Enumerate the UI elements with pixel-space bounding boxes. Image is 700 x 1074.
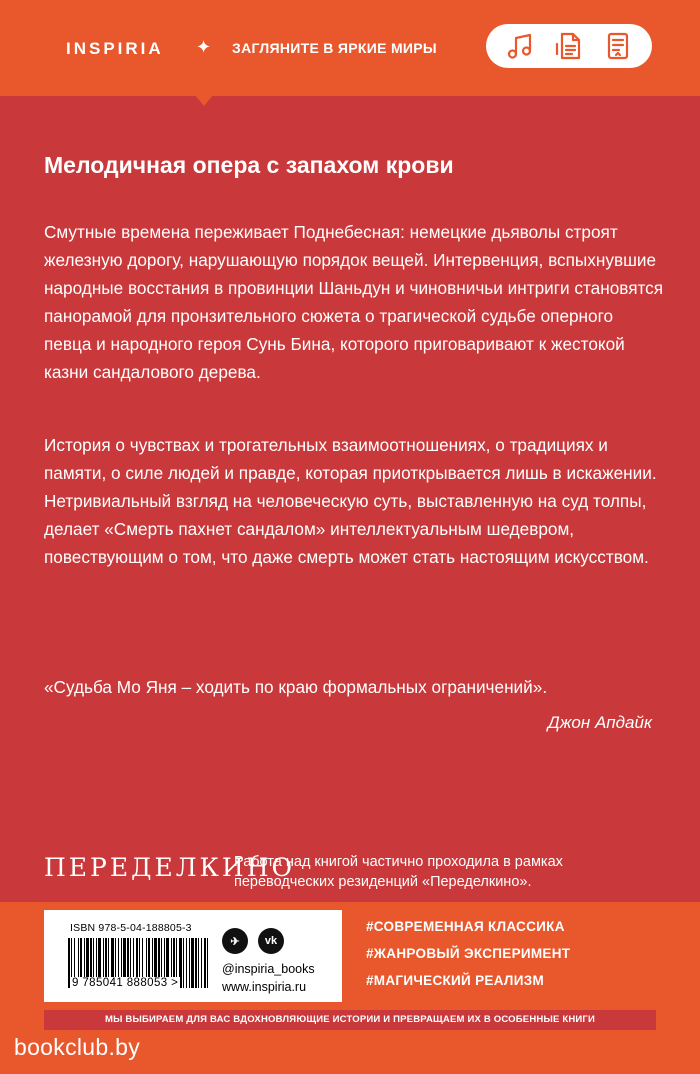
review-quote: «Судьба Мо Яня – ходить по краю формальных ограничений».	[44, 677, 548, 697]
quote-author: Джон Апдайк	[547, 713, 652, 732]
sparkle-icon: ✦	[196, 37, 212, 57]
format-icons-pill	[486, 24, 652, 68]
book-title-heading: Мелодичная опера с запахом крови	[44, 152, 454, 178]
description-paragraph-2: История о чувствах и трогательных взаимоотношениях, о традициях и памяти, о силе людей и правде, которая приоткрывается лишь в искажении. Нетривиальный взгляд на человеческую суть, выставленную на суд толпы, делает «Смерть пахнет сандалом» интеллектуальным шедевром, повествующим о том, что даже смерть может стать настоящим искусством.	[44, 435, 657, 567]
genre-tag: #МАГИЧЕСКИЙ РЕАЛИЗМ	[366, 973, 544, 988]
genre-tags	[366, 913, 570, 994]
isbn-panel	[44, 910, 342, 1002]
mission-statement: МЫ ВЫБИРАЕМ ДЛЯ ВАС ВДОХНОВЛЯЮЩИЕ ИСТОРИИ И ПРЕВРАЩАЕМ ИХ В ОСОБЕННЫЕ КНИГИ	[44, 1010, 656, 1030]
website-link[interactable]: www.inspiria.ru	[222, 980, 307, 994]
publisher-logo: ПЕРЕДЕЛКИНО	[44, 853, 296, 882]
watermark: bookclub.by	[14, 1034, 141, 1060]
ebook-icon	[602, 30, 634, 62]
publisher-note: Работа над книгой частично проходила в рамках переводческих резиденций «Переделкино».	[234, 854, 563, 890]
genre-tag: #ЖАНРОВЫЙ ЭКСПЕРИМЕНТ	[366, 946, 571, 961]
genre-tag: #СОВРЕМЕННАЯ КЛАССИКА	[366, 919, 565, 934]
telegram-icon[interactable]: ✈	[222, 928, 248, 954]
isbn-label: ISBN 978-5-04-188805-3	[70, 922, 192, 934]
header-notch	[194, 94, 214, 106]
slogan: ЗАГЛЯНИТЕ В ЯРКИЕ МИРЫ	[232, 40, 437, 56]
description-paragraph-1: Смутные времена переживает Поднебесная: немецкие дьяволы строят железную дорогу, нарушающую порядок вещей. Интервенция, вспыхнувшие народные восстания в провинции Шаньдун и чиновничьи интриги становятся панорамой для пронзительного сюжета о трагической судьбе оперного певца и народного героя Сунь Бина, которого приговаривают к жестокой казни сандалового дерева.	[44, 222, 664, 382]
barcode-digits: 9 785041 888053 >	[72, 977, 179, 989]
audiobook-icon	[553, 30, 585, 62]
brand-logo: INSPIRIA	[66, 39, 164, 58]
social-handle[interactable]: @inspiria_books	[222, 962, 315, 976]
social-icons	[222, 928, 284, 954]
vk-icon[interactable]: vk	[258, 928, 284, 954]
music-note-icon	[504, 30, 536, 62]
